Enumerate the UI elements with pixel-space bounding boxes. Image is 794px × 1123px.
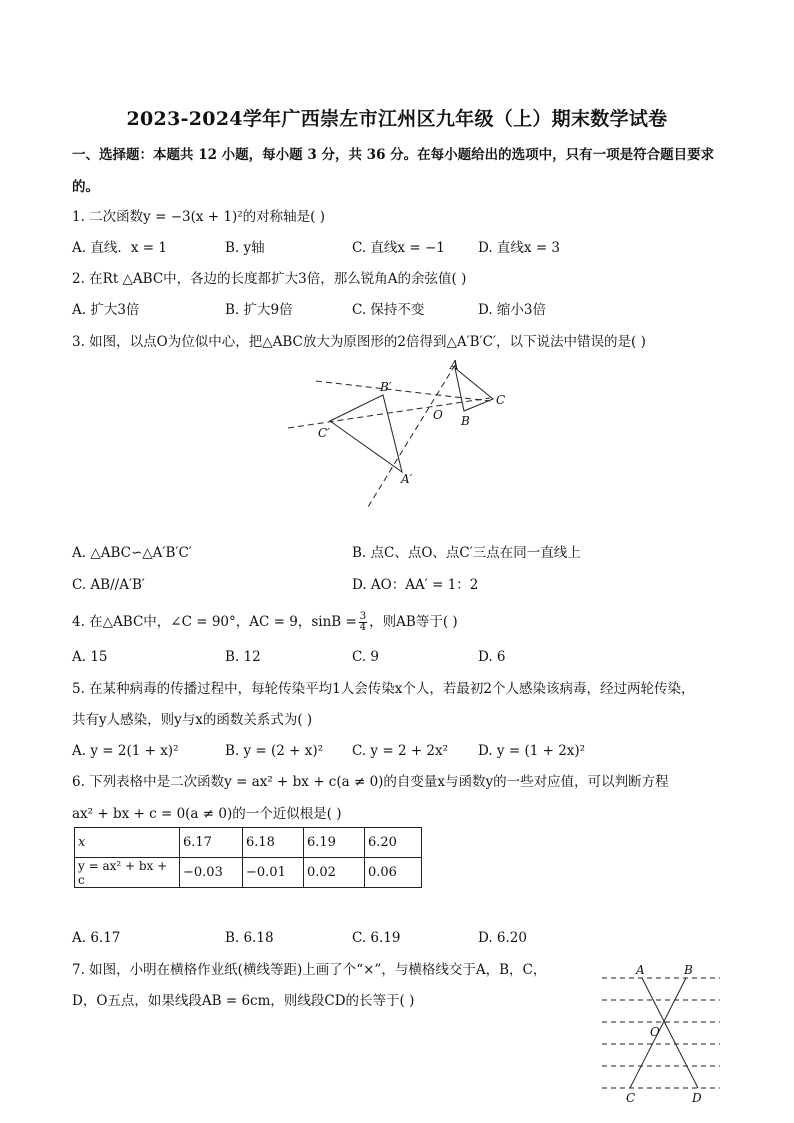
q5-stem-line1: 5. 在某种病毒的传播过程中，每轮传染平均1人会传染x个人，若最初2个人感染该病毒，经过两轮传染， [72, 681, 695, 697]
q3-option-b: B. 点C、点O、点C′三点在同一直线上 [352, 545, 581, 561]
table-cell: 0.02 [304, 858, 365, 888]
label-A-prime: A′ [401, 472, 413, 486]
q4-fraction-num: 3 [359, 611, 367, 622]
q2-option-d: D. 缩小3倍 [478, 302, 547, 318]
table-cell: y = ax² + bx + c [75, 858, 180, 888]
q6-stem-line1: 6. 下列表格中是二次函数y = ax² + bx + c(a ≠ 0)的自变量x与函数y的一些对应值，可以判断方程 [72, 774, 669, 790]
label-A: A [450, 358, 459, 372]
q3-option-c: C. AB//A′B′ [72, 577, 145, 593]
label-B: B [684, 963, 693, 977]
q7-stem-line1: 7. 如图，小明在横格作业纸(横线等距)上画了个“×”，与横格线交于A，B，C， [72, 962, 547, 978]
q7-cross-figure [596, 960, 726, 1110]
q6-value-table [74, 827, 422, 888]
q4-fraction [359, 612, 367, 633]
label-O: O [433, 408, 443, 422]
q5-stem-line2: 共有y人感染，则y与x的函数关系式为( ) [72, 712, 313, 728]
q4-fraction-den: 4 [359, 622, 367, 633]
label-C: C [496, 393, 506, 407]
q6-option-a: A. 6.17 [72, 930, 121, 946]
section-heading-cont: 的。 [72, 179, 99, 195]
q3-option-a: A. △ABC∽△A′B′C′ [72, 545, 192, 561]
label-D: D [692, 1091, 702, 1105]
q6-option-d: D. 6.20 [478, 930, 527, 946]
q2-option-a: A. 扩大3倍 [72, 302, 140, 318]
table-cell: 0.06 [365, 858, 422, 888]
section-heading: 一、选择题：本题共 12 小题，每小题 3 分，共 36 分。在每小题给出的选项中，只有一项是符合题目要求 [72, 147, 715, 163]
table-cell: x [75, 828, 180, 858]
table-row [75, 828, 422, 858]
q1-option-c: C. 直线x = −1 [352, 240, 445, 256]
q4-option-a: A. 15 [72, 649, 108, 665]
q6-option-b: B. 6.18 [225, 930, 274, 946]
table-cell: 6.20 [365, 828, 422, 858]
q1-stem: 1. 二次函数y = −3(x + 1)²的对称轴是( ) [72, 209, 325, 225]
q3-option-d: D. AO：AA′ = 1：2 [352, 577, 479, 593]
label-O: O [650, 1025, 660, 1039]
label-C-prime: C′ [318, 426, 330, 440]
q3-homothety-figure [280, 355, 520, 515]
table-cell: 6.17 [180, 828, 243, 858]
label-B-prime: B′ [380, 380, 392, 394]
table-cell: −0.03 [180, 858, 243, 888]
q4-stem-pre: 4. 在△ABC中，∠C = 90°，AC = 9，sinB = [72, 614, 357, 630]
q4-option-c: C. 9 [352, 649, 380, 665]
table-cell: 6.19 [304, 828, 365, 858]
q7-stem-line2: D，O五点，如果线段AB = 6cm，则线段CD的长等于( ) [72, 993, 415, 1009]
page-title: 2023-2024学年广西崇左市江州区九年级（上）期末数学试卷 [126, 108, 668, 130]
table-cell: −0.01 [243, 858, 304, 888]
table-cell: 6.18 [243, 828, 304, 858]
q4-option-d: D. 6 [478, 649, 506, 665]
q5-option-c: C. y = 2 + 2x² [352, 743, 449, 759]
q4-stem-post: ，则AB等于( ) [369, 614, 458, 630]
q4-option-b: B. 12 [225, 649, 261, 665]
label-A: A [636, 963, 645, 977]
q6-option-c: C. 6.19 [352, 930, 401, 946]
q2-stem: 2. 在Rt △ABC中，各边的长度都扩大3倍，那么锐角A的余弦值( ) [72, 271, 467, 287]
q5-option-b: B. y = (2 + x)² [225, 743, 324, 759]
q5-option-a: A. y = 2(1 + x)² [72, 743, 179, 759]
q3-stem: 3. 如图，以点O为位似中心，把△ABC放大为原图形的2倍得到△A′B′C′，以下说法中错误的是( ) [72, 334, 646, 350]
label-C: C [626, 1091, 636, 1105]
table-row [75, 858, 422, 888]
q4-stem [72, 612, 458, 633]
q1-option-b: B. y轴 [225, 240, 265, 256]
q1-option-a: A. 直线．x = 1 [72, 240, 167, 256]
label-B: B [461, 414, 470, 428]
q2-option-b: B. 扩大9倍 [225, 302, 293, 318]
q6-stem-line2: ax² + bx + c = 0(a ≠ 0)的一个近似根是( ) [72, 806, 342, 822]
q5-option-d: D. y = (1 + 2x)² [478, 743, 586, 759]
q2-option-c: C. 保持不变 [352, 302, 425, 318]
q1-option-d: D. 直线x = 3 [478, 240, 561, 256]
